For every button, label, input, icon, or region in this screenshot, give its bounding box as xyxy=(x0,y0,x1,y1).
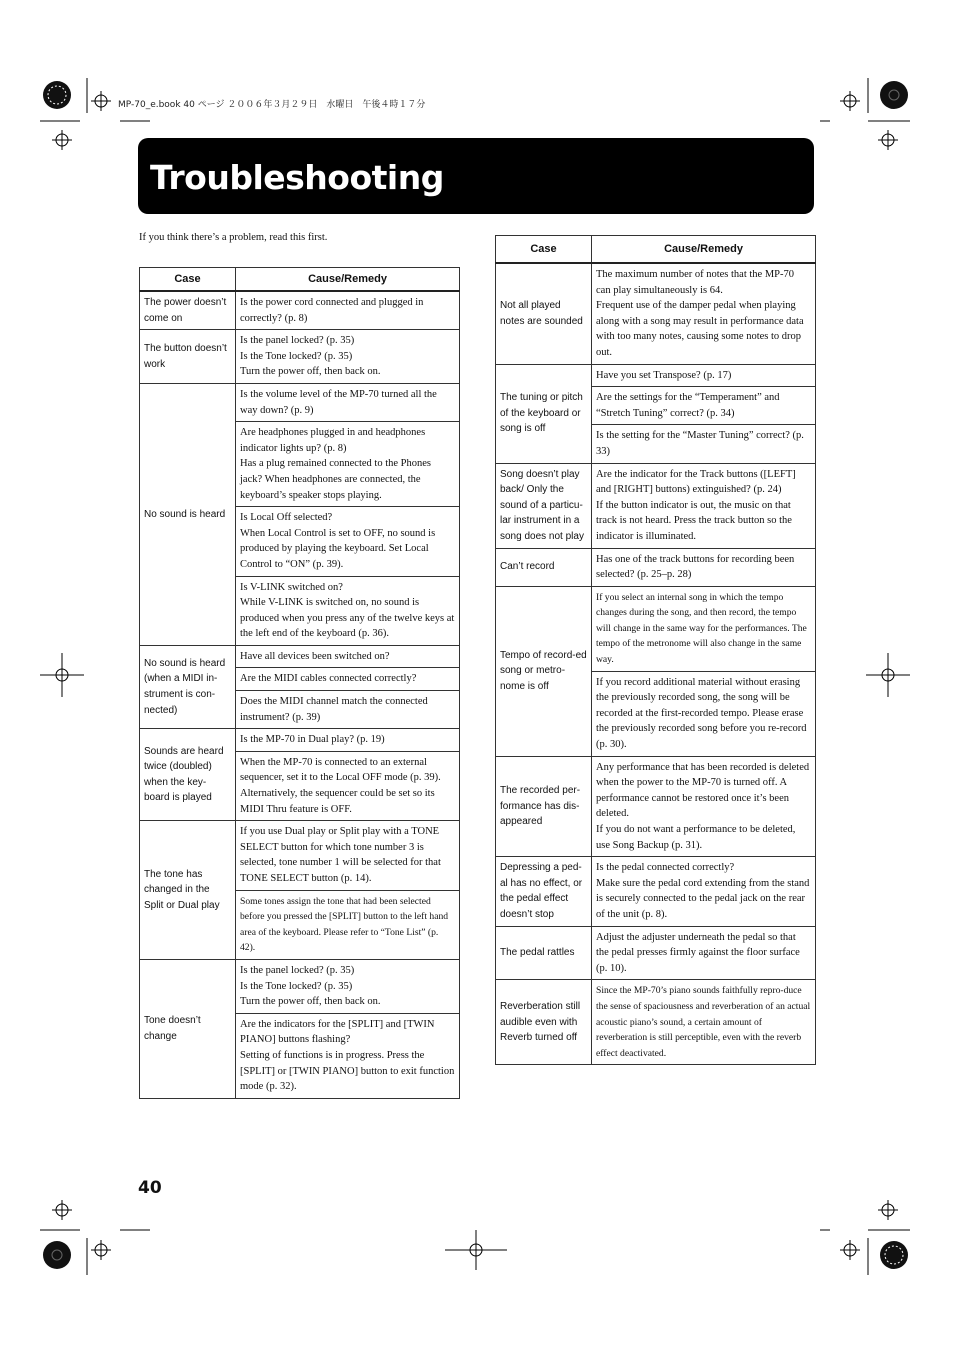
table-row xyxy=(496,548,816,586)
remedy-cell: Have all devices been switched on? xyxy=(236,645,460,668)
remedy-cell: Is the panel locked? (p. 35) Is the Tone locked? (p. 35) Turn the power off, then back on. xyxy=(236,959,460,1013)
remedy-cell: Adjust the adjuster underneath the pedal so that the pedal presses firmly against the floor surface (p. 10). xyxy=(592,926,816,980)
case-cell: The pedal rattles xyxy=(496,926,592,980)
remedy-cell: Is the MP-70 in Dual play? (p. 19) xyxy=(236,729,460,752)
remedy-cell: Is the volume level of the MP-70 turned all the way down? (p. 9) xyxy=(236,383,460,421)
remedy-header: Cause/Remedy xyxy=(592,236,816,264)
remedy-cell: When the MP-70 is connected to an external sequencer, set it to the Local OFF mode (p. 39). Alternatively, the sequencer could be set so its MIDI Thru feature is OFF. xyxy=(236,751,460,820)
remedy-cell: Are the indicator for the Track buttons ([LEFT] and [RIGHT] buttons) extinguished? (p. 24) If the button indicator is out, the music on that track is not heard. Press the track button so the indicator is illuminated. xyxy=(592,463,816,548)
remedy-cell: Since the MP-70’s piano sounds faithfully repro-duce the sense of spaciousness and reverberation of an actual acoustic piano’s sound, a certain amount of reverberation is still perceptible, even with the reverb effect deactivated. xyxy=(592,980,816,1065)
case-cell: Sounds are heard twice (doubled) when the key-board is played xyxy=(140,729,236,821)
case-cell: Song doesn’t play back/ Only the sound of a particu-lar instrument in a song does not play xyxy=(496,463,592,548)
table-row xyxy=(140,645,460,668)
case-cell: The button doesn’t work xyxy=(140,330,236,384)
case-cell: Tone doesn’t change xyxy=(140,959,236,1098)
remedy-cell: Has one of the track buttons for recording been selected? (p. 25–p. 28) xyxy=(592,548,816,586)
remedy-cell: Are the MIDI cables connected correctly? xyxy=(236,668,460,691)
remedy-cell: If you select an internal song in which the tempo changes during the song, and then record, the tempo will change in the same way for the performances. The tempo of the metronome will also change in the same way. xyxy=(592,586,816,671)
case-header: Case xyxy=(140,268,236,292)
remedy-header: Cause/Remedy xyxy=(236,268,460,292)
remedy-cell: Are the settings for the “Temperament” and “Stretch Tuning” correct? (p. 34) xyxy=(592,387,816,425)
case-cell: The tuning or pitch of the keyboard or song is off xyxy=(496,364,592,463)
remedy-cell: Is V-LINK switched on? While V-LINK is switched on, no sound is produced when you press any of the twelve keys at the left end of the keyboard (p. 36). xyxy=(236,576,460,645)
intro-text: If you think there’s a problem, read this first. xyxy=(139,232,328,243)
table-row xyxy=(496,463,816,548)
remedy-cell: Is the setting for the “Master Tuning” correct? (p. 33) xyxy=(592,425,816,463)
remedy-cell: Is the power cord connected and plugged in correctly? (p. 8) xyxy=(236,291,460,330)
case-cell: Reverberation still audible even with Reverb turned off xyxy=(496,980,592,1065)
remedy-cell: Does the MIDI channel match the connected instrument? (p. 39) xyxy=(236,691,460,729)
case-cell: Depressing a ped-al has no effect, or the pedal effect doesn’t stop xyxy=(496,857,592,926)
table-row xyxy=(496,980,816,1065)
table-row xyxy=(496,364,816,387)
table-row xyxy=(140,291,460,330)
case-header: Case xyxy=(496,236,592,264)
remedy-cell: If you record additional material without erasing the previously recorded song, the song will be recorded at the first-recorded tempo. Please erase the previously recorded song before you re-record (p. 30). xyxy=(592,671,816,756)
table-row xyxy=(496,756,816,857)
title-band xyxy=(138,138,814,214)
remedy-cell: The maximum number of notes that the MP-70 can play simultaneously is 64. Frequent use of the damper pedal when playing along with a song may result in performance data with too many notes, causing some notes to drop out. xyxy=(592,263,816,364)
remedy-cell: Is the pedal connected correctly? Make sure the pedal cord extending from the stand is securely connected to the pedal jack on the rear of the unit (p. 8). xyxy=(592,857,816,926)
page-title: Troubleshooting xyxy=(150,158,444,197)
remedy-cell: Are headphones plugged in and headphones indicator lights up? (p. 8) Has a plug remained connected to the Phones jack? When headphones are connected, the keyboard’s speaker stops playing. xyxy=(236,422,460,507)
print-header: MP-70_e.book 40 ページ ２００６年３月２９日 水曜日 午後４時１７分 xyxy=(118,100,426,110)
remedy-cell: Some tones assign the tone that had been selected before you pressed the [SPLIT] button to the left hand area of the keyboard. Please refer to “Tone List” (p. 42). xyxy=(236,890,460,959)
case-cell: The power doesn’t come on xyxy=(140,291,236,330)
case-cell: The recorded per-formance has dis-appeared xyxy=(496,756,592,857)
case-cell: The tone has changed in the Split or Dual play xyxy=(140,821,236,960)
table-row xyxy=(496,586,816,671)
table-row xyxy=(140,959,460,1013)
case-cell: Can’t record xyxy=(496,548,592,586)
troubleshooting-table-left xyxy=(139,267,460,1099)
remedy-cell: Is Local Off selected? When Local Control is set to OFF, no sound is produced by playing the keyboard. Set Local Control to “ON” (p. 39). xyxy=(236,507,460,576)
table-row xyxy=(140,821,460,890)
remedy-cell: Have you set Transpose? (p. 17) xyxy=(592,364,816,387)
remedy-cell: If you use Dual play or Split play with a TONE SELECT button for which tone number 3 is selected, tone number 1 will be selected for that TONE SELECT button (p. 14). xyxy=(236,821,460,890)
page-number: 40 xyxy=(138,1178,162,1198)
case-cell: Not all played notes are sounded xyxy=(496,263,592,364)
table-row xyxy=(496,926,816,980)
table-row xyxy=(496,263,816,364)
table-row xyxy=(496,857,816,926)
case-cell: No sound is heard (when a MIDI in-strument is con-nected) xyxy=(140,645,236,728)
case-cell: No sound is heard xyxy=(140,383,236,645)
remedy-cell: Any performance that has been recorded is deleted when the power to the MP-70 is turned off. A performance cannot be restored once it’s been deleted. If you do not want a performance to be deleted, use Song Backup (p. 31). xyxy=(592,756,816,857)
table-row xyxy=(140,330,460,384)
remedy-cell: Are the indicators for the [SPLIT] and [TWIN PIANO] buttons flashing? Setting of functions is in progress. Press the [SPLIT] or [TWIN PIANO] button to exit function mode (p. 32). xyxy=(236,1013,460,1098)
remedy-cell: Is the panel locked? (p. 35) Is the Tone locked? (p. 35) Turn the power off, then back on. xyxy=(236,330,460,384)
troubleshooting-table-right xyxy=(495,235,816,1065)
table-row xyxy=(140,729,460,752)
case-cell: Tempo of record-ed song or metro-nome is off xyxy=(496,586,592,756)
table-row xyxy=(140,383,460,421)
